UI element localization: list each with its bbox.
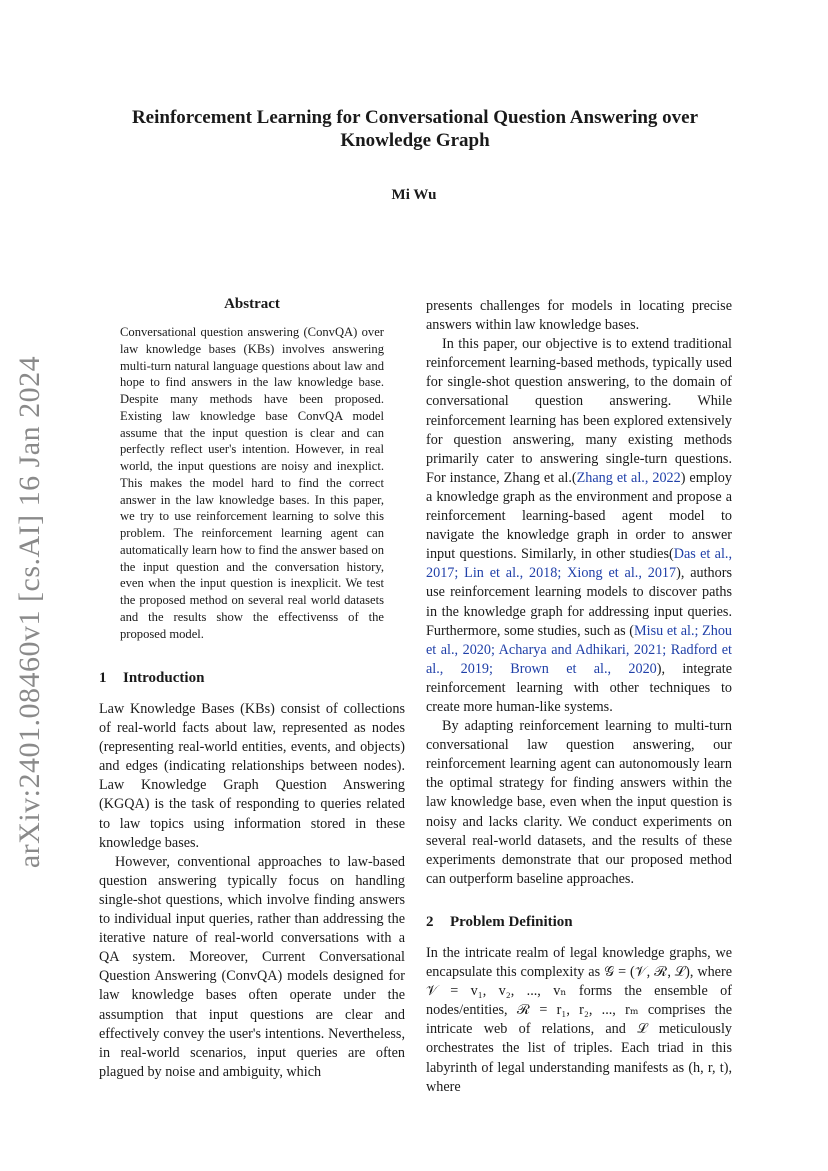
text-run: ), authors use reinforcement learning models to discover paths in the knowledge graph for addressing input queries. Furthermore, some studies, such as ( bbox=[426, 565, 732, 639]
paragraph: By adapting reinforcement learning to multi-turn conversational law question answering, our reinforcement learning agent can autonomously learn the optimal strategy for finding answers within the law knowledge base, even when the input question is noisy and lacks clarity. We conduct experiments on several real-world datasets, and the results of these experiments demonstrate that our proposed method can outperform baseline approaches. bbox=[426, 718, 732, 887]
citation-link[interactable]: Das et al., 2017; Lin et al., 2018; Xiong et al., 2017 bbox=[426, 546, 732, 582]
paragraph: Law Knowledge Bases (KBs) consist of collections of real-world facts about law, represented as nodes (representing real-world entities, events, and objects) and edges (indicating relationships between nodes). Law Knowledge Graph Question Answering (KGQA) is the task of responding to queries related to law topics using information stored in these knowledge bases. bbox=[99, 701, 405, 851]
section-heading-problem-definition bbox=[426, 914, 573, 931]
paragraph: presents challenges for models in locating precise answers within law knowledge bases. bbox=[426, 298, 732, 334]
author-name: Mi Wu bbox=[391, 187, 437, 203]
paragraph: However, conventional approaches to law-based question answering typically focus on handling single-shot questions, which involve finding answers to individual input queries, rather than addressing the iterative nature of real-world conversations with a QA system. Moreover, Current Conversational Question Answering (ConvQA) models designed for law knowledge bases often operate under the assumption that input questions are clear and effectively convey the user's intentions. Nevertheless, in real-world scenarios, input queries are often plagued by noise and ambiguity, which bbox=[99, 853, 405, 1080]
problem-definition-body bbox=[426, 944, 732, 1097]
text-run: ), integrate reinforcement learning with other techniques to create more human-like systems. bbox=[426, 660, 732, 715]
paragraph: In the intricate realm of legal knowledge graphs, we encapsulate this complexity as 𝒢 = (𝒱, ℛ, ℒ), where 𝒱 = v₁, v₂, ..., vₙ forms the ensemble of nodes/entities, ℛ = r₁, r₂, ..., rₘ comprises the intricate web of relations, and ℒ meticulously orchestrates the list of triples. Each triad in this labyrinth of legal understanding manifests as (h, r, t), where bbox=[426, 945, 732, 1095]
section-title: Introduction bbox=[123, 670, 205, 686]
section-heading-introduction bbox=[99, 670, 204, 687]
introduction-body bbox=[99, 700, 405, 1082]
paper-title: Reinforcement Learning for Conversational Question Answering over Knowledge Graph bbox=[131, 107, 699, 151]
section-number: 1 bbox=[99, 670, 107, 686]
abstract-text: Conversational question answering (ConvQA) over law knowledge bases (KBs) involves answering multi-turn natural language questions about law and hope to find answers in the law knowledge base. Despite many methods have been proposed. Existing law knowledge base ConvQA model assume that the input question is clear and can perfectly reflect user's intention. However, in real world, the input questions are noisy and inexplict. This makes the model hard to find the correct answer in the law knowledge bases. In this paper, we try to use reinforcement learning to solve this problem. The reinforcement learning agent can automatically learn how to find the answer based on the input question and the conversation history, even when the input question is inexplicit. We test the proposed method on several real world datasets and the results show the effectivenss of the proposed model. bbox=[120, 325, 384, 641]
text-run: In this paper, our objective is to extend traditional reinforcement learning-based methods, typically used for single-shot question answering, to the domain of conversational question answering. While reinforcement learning has been explored extensively for question answering, many existing methods primarily cater to answering single-turn questions. For instance, Zhang et al.( bbox=[426, 336, 732, 486]
right-column-body bbox=[426, 297, 732, 889]
text-run: ) employ a knowledge graph as the environment and propose a reinforcement learning-based agent model to navigate the knowledge graph in order to answer input questions. Similarly, in other studies( bbox=[426, 469, 732, 563]
paragraph bbox=[426, 335, 732, 717]
abstract-heading: Abstract bbox=[224, 296, 280, 312]
citation-link[interactable]: Zhang et al., 2022 bbox=[576, 469, 681, 486]
citation-link[interactable]: Misu et al.; Zhou et al., 2020; Acharya and Adhikari, 2021; Radford et al., 2019; Brown et al., 2020 bbox=[426, 622, 733, 677]
section-number: 2 bbox=[426, 914, 434, 930]
section-title: Problem Definition bbox=[450, 914, 573, 930]
